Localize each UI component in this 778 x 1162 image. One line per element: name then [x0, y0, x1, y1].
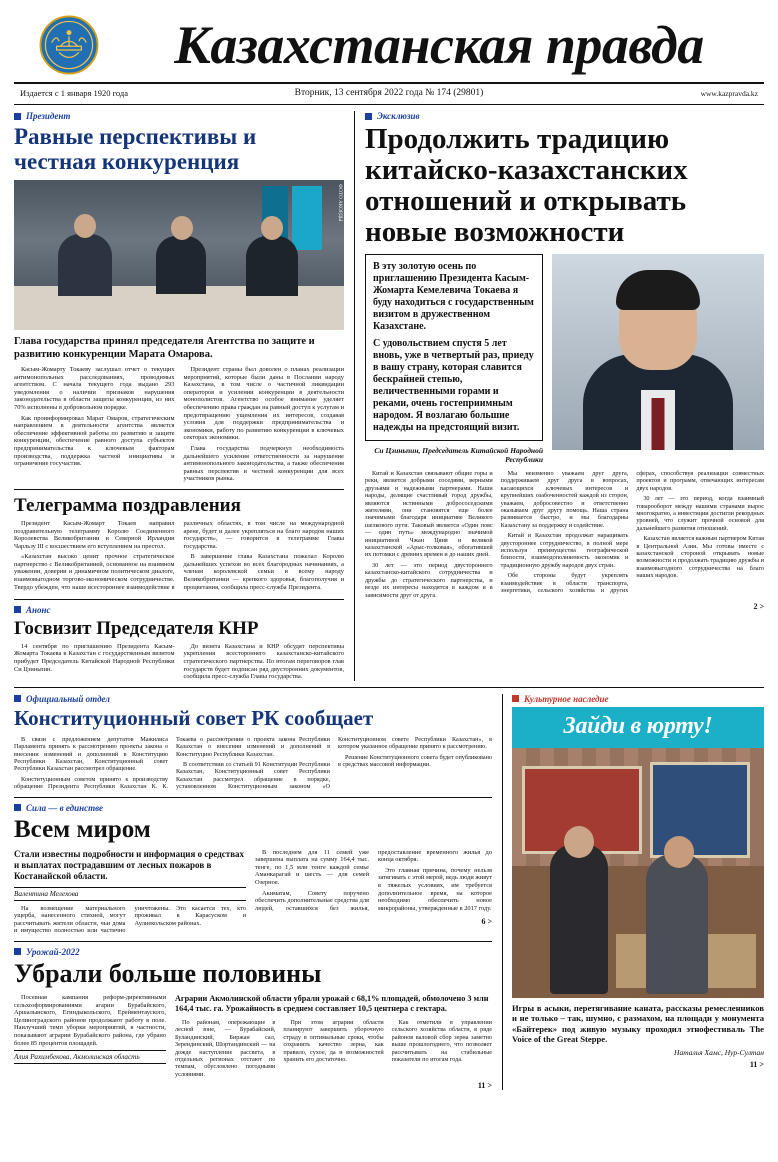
- exclusive-jump[interactable]: 2 >: [753, 601, 764, 611]
- paragraph: В последнем для 11 семей уже завершена выплата на сумму 164,4 тыс. тенге, по 1,5 млн тенге каждой семье Аманкарагай и шесть — для семей Озерное.: [255, 848, 369, 886]
- paragraph: При этом аграрии области планируют завершить уборочную страду в оптимальные сроки, чтобы сохранить качество зерна, как правило, сухое, да и возможностей хранить его достаточно.: [283, 1018, 384, 1063]
- constitution-body: [14, 736, 492, 791]
- paragraph: Обе стороны будут укреплять взаимодействие в области транспорта, энергетики, сельского хозяйства и других сферах, способствуя реализации совместных проектов и программ, отвечающих интересам двух народов.: [500, 470, 764, 595]
- paragraph: Президент страны был доволен о планах реализации мероприятий, которые были даны в Послании народу Казахстана, в том числе о частичной ликвидации операторов и усилении конкуренции в деятельности монополистов. Агентство особое внимание уделяет обеспечению права граждан на равный доступ к услугам и предотвращению ущемления их интересов, создавая условия для поддержки предпринимательства и экономики, работу по развитию конкуренции в ключевых секторах экономики.: [183, 366, 344, 442]
- section-label-text: Культурное наследие: [524, 693, 609, 704]
- section-label-heritage: [512, 694, 764, 704]
- paragraph: Казахстан является важным партнером Китая в Центральной Азии. Мы готовы вместе с казахстанской стороной открывать новые возможности и продолжать традицию дружбы и взаимовыгодного сотрудничества на благо наших народов.: [636, 535, 764, 580]
- section-marker-icon: [14, 695, 21, 702]
- paragraph: Как отметили в управлении сельского хозяйства области, в ряде районов валовой сбор зерна заметно выше прошлогоднего, что позволяет рассчитывать на стабильные показатели по итогам года.: [391, 1018, 492, 1063]
- paragraph: 30 лет — это период двустороннего казахстанско-китайского сотрудничества и дружбы до стратегического партнерства, и везде их интересы находятся в каждом и в зависимости друг от друга.: [365, 561, 493, 599]
- section-marker-icon: [14, 804, 21, 811]
- unity-body-a: [14, 905, 246, 935]
- harvest-body-b: [175, 1019, 492, 1078]
- paragraph: Президент Касым-Жомарт Токаев направил поздравительную телеграмму Королю Соединенного Королевства Великобритании и Северной Ирландии Чарльзу III с восшествием его вступлением на престол.: [14, 519, 175, 550]
- harvest-headline: Убрали больше половины: [14, 958, 322, 988]
- president-meeting-photo: [14, 180, 344, 330]
- box-lead-2: С удовольствием спустя 5 лет вновь, уже в четвертый раз, приеду в вашу страну, которая славится бескрайней степью, величественными горами и реками, очень гостеприимным народом. Я возлагаю большие надежды на предстоящий визит.: [373, 338, 534, 433]
- founded-text: Издается с 1 января 1920 года: [20, 88, 129, 98]
- harvest-body-a: [14, 994, 166, 1047]
- constitution-headline: Конституционный совет РК сообщает: [14, 705, 374, 730]
- president-body: [14, 366, 344, 483]
- paragraph: Это главная причина, почему нельзя затягивать с этой мерой, ведь люди живут в тяжелых условиях, им требуется дополнительное время, на которое необходимо обеспечить новое микрорайоны, утвержденные в 2017 году.: [378, 866, 492, 912]
- unity-body-b: [255, 849, 492, 914]
- heritage-author: Наталья Хамс, Нур-Султан: [674, 1048, 764, 1058]
- section-marker-icon: [14, 606, 21, 613]
- harvest-jump[interactable]: 11 >: [477, 1081, 492, 1091]
- state-emblem-icon: [38, 14, 100, 76]
- section-label-president: [14, 111, 344, 121]
- paragraph: 14 сентября по приглашению Президента Касым-Жомарта Токаева в Казахстан с государственным визитом прибудет Председатель Китайской Народной Республики Си Цзиньпин.: [14, 642, 175, 673]
- paragraph: Мы неизменно уважаем друг друга, поддерживаем друг друга в вопросах, касающихся ключевых интересов и крупнейших озабоченностей каждой из сторон, уважаем, добросовестно и ответственно оказываем друг другу помощь. Наша страна развивается быстро, и мы благодарны Казахстану за поддержку и содействие.: [500, 470, 629, 529]
- paragraph: На возмещение материального ущерба, нанесенного стихией, могут рассчитывать жители области, чьи дома и имущество полностью или частично уничтожены. Это касается тех, кто проживал в Карасуском и Аулиекольском районах.: [14, 904, 246, 935]
- section-label-anons: [14, 605, 344, 615]
- section-marker-icon: [14, 948, 21, 955]
- paragraph: 30 лет — это период, когда взаимный товарооборот между нашими странами вырос многократно, а инвестиции достигли рекордных уровней, что служит прочной основой для дальнейшего развития отношений.: [636, 495, 764, 532]
- section-label-text: Анонс: [26, 604, 51, 615]
- bottom-zone: [14, 694, 764, 1090]
- paragraph: По районам, опережающие в лесной зоне, — Бурабайский, Буландинский, Биржан сал, Зерендинский, Шортандинский — на дожде наступление рассвета, в отдельных регионах отстают по темпам, обусловлено погодными условиями.: [175, 1018, 276, 1078]
- bottom-right-column: [502, 694, 764, 1090]
- section-marker-icon: [365, 113, 372, 120]
- section-label-text: Урожай-2022: [26, 946, 80, 957]
- section-marker-icon: [512, 695, 519, 702]
- section-label-harvest: [14, 947, 492, 957]
- exclusive-body: [365, 470, 764, 599]
- paragraph: Конституционным советом принято к производству обращение Президента Республики Казахстан К. К. Токаева о рассмотрении о проекта закона Республики Казахстан о внесении изменений и дополнений в Конституцию Республики Казахстан.: [14, 735, 330, 791]
- masthead-rule-2: [14, 104, 764, 105]
- unity-author: Валентина Мелехова: [14, 887, 246, 901]
- unity-lead: Стали известны подробности и информация о средствах и выплатах пострадавшим от лесных пожаров в Костанайской области.: [14, 848, 245, 881]
- paragraph: Посевная кампания реформ-директивными сельхозформированиями агарии Бурабайского, Аршалынского, Егиндыкольского, Ерейментауского, Целиноградского районов продолжают работу в поле. Наилучший темп уборки мероприятий, в частности, показывают аграрии Бурабайского района, где убрано более 85 процентов площадей.: [14, 993, 166, 1047]
- heritage-jump[interactable]: 11 >: [749, 1060, 764, 1070]
- paragraph: «Казахстан высоко ценит прочное стратегическое партнерство с Великобританией, основанное на взаимном уважении, доверии и динамичном политическом диалоге, взаимовыгодном торгово-экономическом сотрудничестве. Твердо убежден, что наше всестороннее взаимодействие в различных областях, в том числе на международной арене, будет и далее укрепляться на благо народов наших государств», — говорится в телеграмме Главы государства.: [14, 519, 344, 591]
- box-lead-1: В эту золотую осень по приглашению Президента Касым-Жомарта Кемелевича Токаева я буду находиться с государственным визитом в дружественном Казахстане.: [373, 261, 534, 332]
- section-label-text: Сила — в единстве: [26, 802, 104, 813]
- section-label-exclusive: [365, 111, 764, 121]
- telegram-headline: Телеграмма поздравления: [14, 494, 241, 516]
- paragraph: Как проинформировал Марат Омаров, стратегическим направлением в деятельности агентства является обеспечение эффективной работы по развитию и защите конкуренции, обеспечение равного доступа субъектов предпринимательства к ключевым факторам производства, поддержка частной инициативы и ограничение госучастия.: [14, 414, 175, 468]
- section-label-text: Президент: [26, 111, 71, 121]
- paragraph: До визита Казахстана и КНР обсудят перспективы укрепления всестороннего казахстанско-китайского стратегического партнерства. По итогам переговоров глав государств будет подписан ряд двусторонних документов, сообщила пресс-служба Главы государства.: [183, 642, 344, 681]
- masthead: [14, 10, 764, 78]
- telegram-body: [14, 520, 344, 593]
- president-lead: Глава государства принял председателя Агентства по защите и развитию конкуренции Марата Омарова.: [14, 336, 315, 360]
- section-label-official: [14, 694, 492, 704]
- left-column: [14, 111, 344, 681]
- president-headline: Равные перспективы и честная конкуренция: [14, 124, 257, 174]
- bottom-left-column: [14, 694, 492, 1090]
- section-label-text: Официальный отдел: [26, 693, 110, 704]
- paragraph: Решение Конституционного совета будет опубликовано в средствах массовой информации.: [338, 753, 492, 768]
- heritage-banner: Зайди в юрту!: [512, 707, 764, 748]
- harvest-author: Алия Рахимбекова, Акмолинская область: [14, 1050, 166, 1064]
- paragraph: Китай и Казахстан связывают общие горы и реки, является добрыми соседями, верными друзьями и надежными партнерами. Наши народы, делящие счастливый город дружбы, являются истинными добрососедскими жителями, они становятся еще более значимыми благодаря инициативе Великого шелкового пути. Таковый является «Один пояс — один путь» международно значимой инициативой Чжан Цяня и великой казахстанской «Арыс-толковая», обогатившей их потомки с древних времен и до наших дней.: [365, 470, 493, 559]
- section-label-unity: [14, 803, 492, 813]
- paragraph: Акиматам, Совету поручено обеспечить дополнительные средства для людей, оставшихся без жилья, предоставление временного жилья до конца октября.: [255, 848, 492, 912]
- anons-headline: Госвизит Председателя КНР: [14, 617, 259, 639]
- photo-credit: ФОТО АКОРДЫ: [337, 184, 343, 222]
- paragraph: В связи с предложением депутатов Мажилиса Парламента принять к рассмотрению проекты закона о внесении изменений и дополнений в Конституцию Республики Казахстан, Конституционный совет Республики Казахстан рассмотрел обращение.: [14, 735, 168, 773]
- paragraph: В соответствии со статьей 91 Конституции Республики Казахстан, Конституционный совет Республики Казахстан рассмотрел обращение в порядке, установленном Конституционным законом «О Конституционном совете Республики Казахстан», в котором указанное обращение принято к рассмотрению.: [176, 735, 492, 791]
- issue-text: Вторник, 13 сентября 2022 года № 174 (29801): [294, 88, 484, 98]
- harvest-lead: Аграрии Акмолинской области убрали урожай с 68,1% площадей, обмолочено 3 млн 164,4 тыс. га. Урожайность в среднем составляет 10,5 центнера с гектара.: [175, 993, 489, 1013]
- unity-headline: Всем миром: [14, 815, 151, 843]
- anons-body: [14, 643, 344, 681]
- exclusive-signature: Си Цзиньпин, Председатель Китайской Народной Республики: [374, 446, 543, 464]
- paragraph: Касым-Жомарту Токаеву заслушал отчет о текущих антимонопольных расследованиях, проводимых агентством. С начала текущего года выдано 293 уведомления о наличии признаков нарушения законодательства в области защиты конкуренции, из них 70% исполнены в добровольном порядке.: [14, 366, 175, 411]
- paragraph: В завершение глава Казахстана пожелал Королю дальнейших успехов во всех благородных начинаниях, а членам королевской семьи и всему народу Великобритании — крепкого здоровья, благополучия и процветания, сообщила пресс-служба Президента.: [183, 553, 344, 591]
- yurt-interior-photo: [512, 748, 764, 998]
- xi-jinping-portrait: [552, 254, 764, 450]
- paragraph: Китай и Казахстан продолжат наращивать двустороннее сотрудничество, в полной мере используя преимущества географической близости, взаимодополняемость экономик и традиционную дружбу народов двух стран.: [500, 532, 629, 569]
- right-column: [354, 111, 764, 681]
- section-label-text: Эксклюзив: [377, 111, 420, 121]
- masthead-infobar: [14, 84, 764, 102]
- heritage-text: Игры в асыки, перетягивание каната, рассказы ремесленников и не только – так, шумно, с размахом, на площади у монумента «Байтерек» под живую музыку проходил этнофестиваль The Voice of the Great Steppe.: [512, 1002, 764, 1044]
- page-title: Казахстанская правда: [174, 15, 704, 75]
- website-link[interactable]: www.kazpravda.kz: [700, 88, 758, 98]
- unity-jump[interactable]: 6 >: [481, 916, 492, 926]
- paragraph: Глава государства подчеркнул необходимость дальнейшего усиления ответственности за нарушение антимонопольного законодательства, а также обеспечения равных перспектив и честной конкуренции для всех участников рынка.: [183, 444, 344, 483]
- exclusive-box-lead: [365, 254, 543, 441]
- zone-separator: [14, 687, 764, 688]
- section-marker-icon: [14, 113, 21, 120]
- exclusive-headline: Продолжить традицию китайско-казахстанских отношений и открывать новые возможности: [365, 123, 688, 248]
